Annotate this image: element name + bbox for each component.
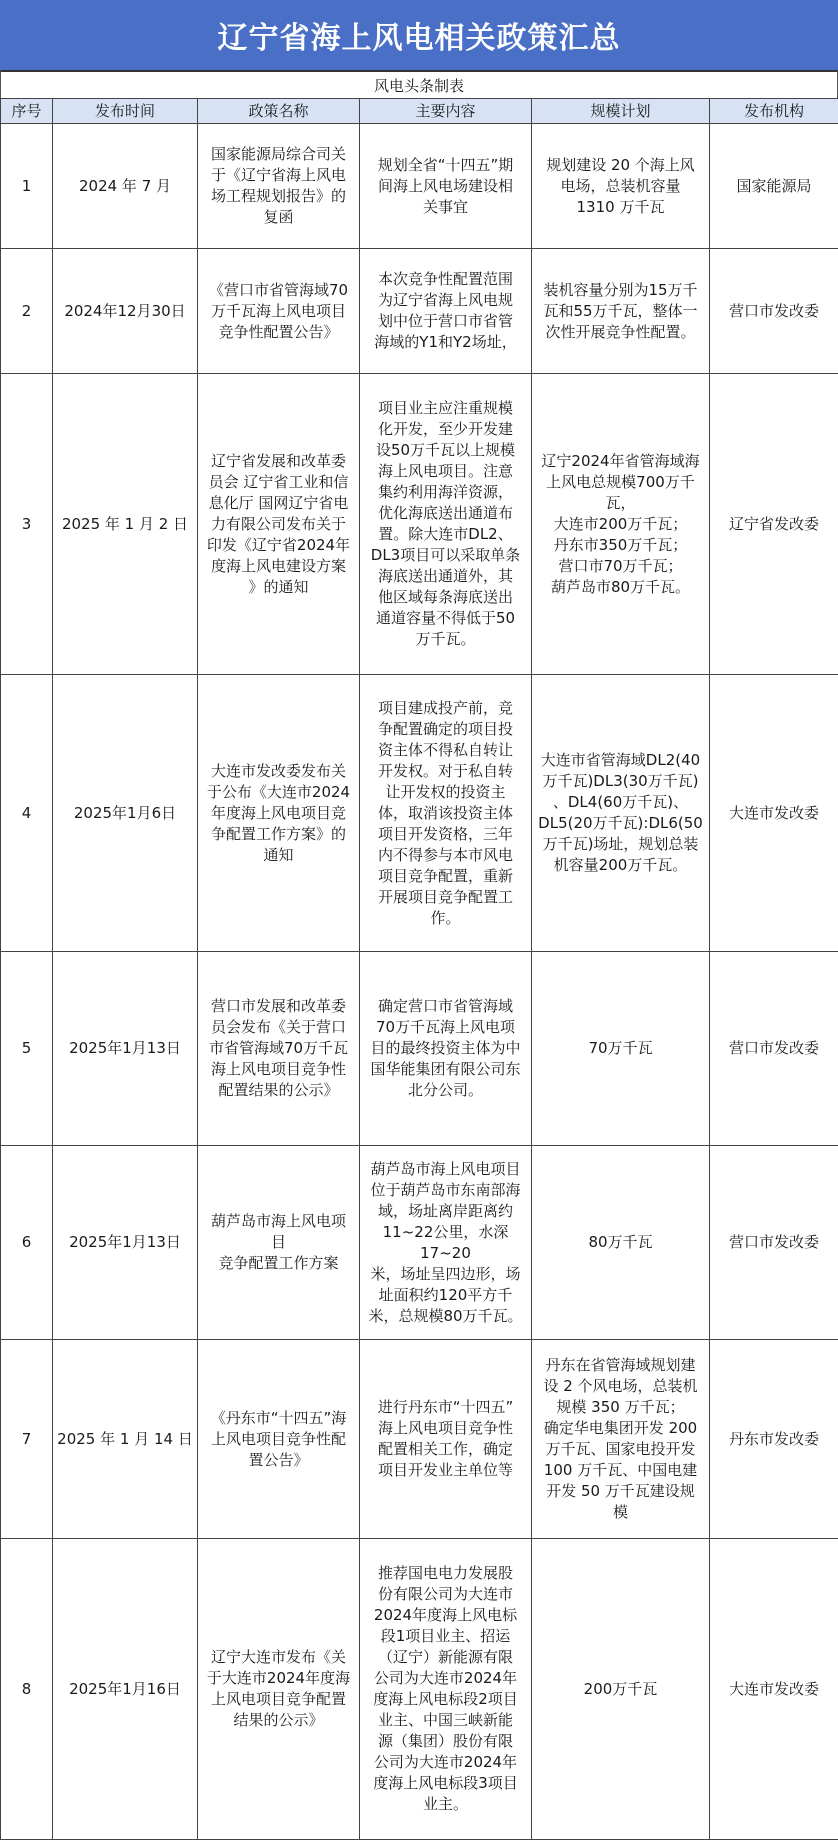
cell-policy-name: 大连市发改委发布关 于公布《大连市2024 年度海上风电项目竞 争配置工作方案》的 通知 bbox=[198, 675, 360, 952]
column-header-policy-name: 政策名称 bbox=[198, 99, 360, 124]
table-row bbox=[1, 374, 838, 675]
cell-policy-name: 营口市发展和改革委 员会发布《关于营口 市省管海域70万千瓦 海上风电项目竞争性 配置结果的公示》 bbox=[198, 952, 360, 1146]
cell-index: 2 bbox=[1, 249, 53, 374]
cell-policy-name: 《丹东市“十四五”海 上风电项目竞争性配 置公告》 bbox=[198, 1340, 360, 1539]
cell-index: 1 bbox=[1, 124, 53, 249]
column-header-index: 序号 bbox=[1, 99, 53, 124]
cell-policy-name: 辽宁大连市发布《关 于大连市2024年度海 上风电项目竞争配置 结果的公示》 bbox=[198, 1539, 360, 1840]
table-header-row bbox=[1, 99, 838, 124]
cell-date: 2024年12月30日 bbox=[53, 249, 198, 374]
cell-date: 2024 年 7 月 bbox=[53, 124, 198, 249]
cell-scale: 80万千瓦 bbox=[532, 1146, 710, 1340]
cell-scale: 200万千瓦 bbox=[532, 1539, 710, 1840]
cell-scale: 70万千瓦 bbox=[532, 952, 710, 1146]
cell-index: 6 bbox=[1, 1146, 53, 1340]
page-title: 辽宁省海上风电相关政策汇总 bbox=[0, 0, 838, 70]
table-row bbox=[1, 249, 838, 374]
cell-date: 2025 年 1 月 14 日 bbox=[53, 1340, 198, 1539]
cell-organization: 辽宁省发改委 bbox=[710, 374, 838, 675]
table-row bbox=[1, 1340, 838, 1539]
cell-date: 2025年1月6日 bbox=[53, 675, 198, 952]
cell-content: 确定营口市省管海域 70万千瓦海上风电项 目的最终投资主体为中 国华能集团有限公司东 北分公司。 bbox=[360, 952, 532, 1146]
cell-organization: 营口市发改委 bbox=[710, 1146, 838, 1340]
policy-table bbox=[0, 98, 838, 1840]
cell-date: 2025年1月16日 bbox=[53, 1539, 198, 1840]
cell-content: 项目业主应注重规模 化开发，至少开发建 设50万千瓦以上规模 海上风电项目。注意 集约利用海洋资源， 优化海底送出通道布 置。除大连市DL2、 DL3项目可以采取单条 海底送出通道外，其 他区域每条海底送出 通道容量不得低于50 万千瓦。 bbox=[360, 374, 532, 675]
cell-content: 推荐国电电力发展股 份有限公司为大连市 2024年度海上风电标 段1项目业主、招运 （辽宁）新能源有限 公司为大连市2024年 度海上风电标段2项目 业主、中国三峡新能 源（集团）股份有限 公司为大连市2024年 度海上风电标段3项目 业主。 bbox=[360, 1539, 532, 1840]
cell-policy-name: 国家能源局综合司关 于《辽宁省海上风电 场工程规划报告》的 复函 bbox=[198, 124, 360, 249]
cell-date: 2025年1月13日 bbox=[53, 1146, 198, 1340]
cell-index: 8 bbox=[1, 1539, 53, 1840]
cell-organization: 大连市发改委 bbox=[710, 675, 838, 952]
cell-content: 进行丹东市“十四五” 海上风电项目竞争性 配置相关工作，确定 项目开发业主单位等 bbox=[360, 1340, 532, 1539]
table-subtitle: 风电头条制表 bbox=[0, 70, 838, 99]
cell-index: 7 bbox=[1, 1340, 53, 1539]
column-header-organization: 发布机构 bbox=[710, 99, 838, 124]
cell-scale: 大连市省管海域DL2(40 万千瓦)DL3(30万千瓦) 、DL4(60万千瓦)、 DL5(20万千瓦):DL6(50 万千瓦)场址，规划总装 机容量200万千瓦。 bbox=[532, 675, 710, 952]
cell-date: 2025 年 1 月 2 日 bbox=[53, 374, 198, 675]
cell-organization: 营口市发改委 bbox=[710, 249, 838, 374]
cell-scale: 丹东在省管海域规划建 设 2 个风电场，总装机 规模 350 万千瓦； 确定华电集团开发 200 万千瓦、国家电投开发 100 万千瓦、中国电建 开发 50 万千瓦建设规 模 bbox=[532, 1340, 710, 1539]
cell-policy-name: 《营口市省管海域70 万千瓦海上风电项目 竞争性配置公告》 bbox=[198, 249, 360, 374]
cell-organization: 营口市发改委 bbox=[710, 952, 838, 1146]
cell-index: 5 bbox=[1, 952, 53, 1146]
cell-date: 2025年1月13日 bbox=[53, 952, 198, 1146]
column-header-content: 主要内容 bbox=[360, 99, 532, 124]
table-row bbox=[1, 952, 838, 1146]
cell-content: 规划全省“十四五”期 间海上风电场建设相 关事宜 bbox=[360, 124, 532, 249]
cell-scale: 装机容量分别为15万千 瓦和55万千瓦，整体一 次性开展竞争性配置。 bbox=[532, 249, 710, 374]
table-row bbox=[1, 1539, 838, 1840]
cell-scale: 辽宁2024年省管海域海 上风电总规模700万千 瓦， 大连市200万千瓦； 丹东市350万千瓦； 营口市70万千瓦； 葫芦岛市80万千瓦。 bbox=[532, 374, 710, 675]
cell-policy-name: 辽宁省发展和改革委 员会 辽宁省工业和信 息化厅 国网辽宁省电 力有限公司发布关于 印发《辽宁省2024年 度海上风电建设方案 》的通知 bbox=[198, 374, 360, 675]
column-header-scale: 规模计划 bbox=[532, 99, 710, 124]
cell-scale: 规划建设 20 个海上风 电场，总装机容量 1310 万千瓦 bbox=[532, 124, 710, 249]
cell-organization: 大连市发改委 bbox=[710, 1539, 838, 1840]
column-header-date: 发布时间 bbox=[53, 99, 198, 124]
cell-content: 葫芦岛市海上风电项目 位于葫芦岛市东南部海 域，场址离岸距离约 11~22公里，水深17~20 米，场址呈四边形，场 址面积约120平方千 米，总规模80万千瓦。 bbox=[360, 1146, 532, 1340]
table-row bbox=[1, 1146, 838, 1340]
table-row bbox=[1, 675, 838, 952]
cell-policy-name: 葫芦岛市海上风电项 目 竞争配置工作方案 bbox=[198, 1146, 360, 1340]
cell-index: 3 bbox=[1, 374, 53, 675]
cell-index: 4 bbox=[1, 675, 53, 952]
cell-organization: 国家能源局 bbox=[710, 124, 838, 249]
cell-content: 本次竞争性配置范围 为辽宁省海上风电规 划中位于营口市省管 海域的Y1和Y2场址， bbox=[360, 249, 532, 374]
table-row bbox=[1, 124, 838, 249]
cell-content: 项目建成投产前，竞 争配置确定的项目投 资主体不得私自转让 开发权。对于私自转 让开发权的投资主 体，取消该投资主体 项目开发资格，三年 内不得参与本市风电 项目竞争配置，重新 开展项目竞争配置工 作。 bbox=[360, 675, 532, 952]
cell-organization: 丹东市发改委 bbox=[710, 1340, 838, 1539]
